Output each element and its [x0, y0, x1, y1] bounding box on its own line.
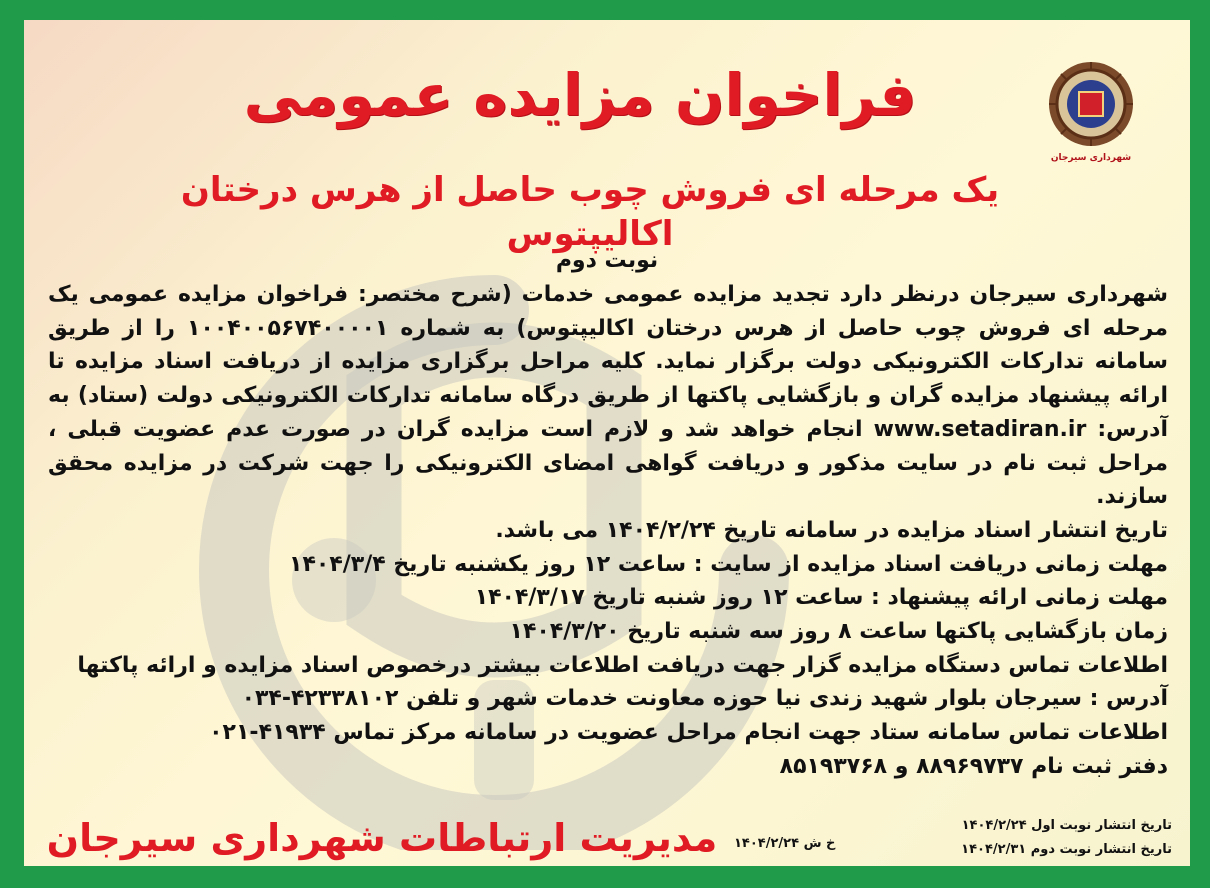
- footer-signature: مدیریت ارتباطات شهرداری سیرجان: [46, 816, 718, 860]
- notice-body: [48, 278, 1168, 784]
- notice-round: نوبت دوم: [555, 248, 659, 273]
- notice-line-documents-deadline: مهلت زمانی دریافت اسناد مزایده از سایت : ساعت ۱۲ روز یکشنبه تاریخ ۱۴۰۴/۳/۴: [289, 551, 1168, 577]
- notice-line-contact-info: اطلاعات تماس دستگاه مزایده گزار جهت دریافت اطلاعات بیشتر درخصوص اسناد مزایده و ارائه پاکتها: [77, 652, 1168, 678]
- notice-frame: [10, 10, 1200, 878]
- notice-line-setad-contact: اطلاعات تماس سامانه ستاد جهت انجام مراحل عضویت در سامانه مرکز تماس ۴۱۹۳۴-۰۲۱: [209, 720, 1168, 746]
- publication-dates: [872, 814, 1172, 862]
- notice-title: فراخوان مزایده عمومی: [243, 61, 917, 129]
- notice-line-registration-office: دفتر ثبت نام ۸۸۹۶۹۷۳۷ و ۸۵۱۹۳۷۶۸: [779, 753, 1168, 779]
- notice-line-opening-time: زمان بازگشایی پاکتها ساعت ۸ روز سه شنبه تاریخ ۱۴۰۴/۳/۲۰: [509, 619, 1168, 645]
- notice-paper: [24, 20, 1190, 866]
- notice-line-publish-date: تاریخ انتشار اسناد مزایده در سامانه تاریخ ۱۴۰۴/۲/۲۴ می باشد.: [495, 517, 1168, 543]
- reference-code: خ ش ۱۴۰۴/۲/۲۴: [734, 836, 836, 851]
- logo-caption: شهرداری سیرجان: [1050, 153, 1132, 163]
- second-publication-date: تاریخ انتشار نوبت دوم ۱۴۰۴/۲/۳۱: [961, 842, 1172, 857]
- notice-line-proposal-deadline: مهلت زمانی ارائه پیشنهاد : ساعت ۱۲ روز شنبه تاریخ ۱۴۰۴/۳/۱۷: [474, 585, 1168, 611]
- notice-line-address: آدرس : سیرجان بلوار شهید زندی نیا حوزه معاونت خدمات شهر و تلفن ۴۲۳۳۸۱۰۲-۰۳۴: [241, 686, 1168, 712]
- notice-paragraph: شهرداری سیرجان درنظر دارد تجدید مزایده عمومی خدمات (شرح مختصر: فراخوان مزایده عمومی یک مرحله ای فروش چوب حاصل از هرس درختان اکالیپتوس) به شماره ۱۰۰۴۰۰۵۶۷۴۰۰۰۰۱ را از طریق سامانه تدارکات الکترونیکی دولت برگزار نماید. کلیه مراحل برگزاری مزایده از دریافت اسناد مزایده تا ارائه پیشنهاد مزایده گران و بازگشایی پاکتها از طریق درگاه سامانه تدارکات الکترونیکی دولت (ستاد) به آدرس: www.setadiran.ir انجام خواهد شد و لازم است مزایده گران در صورت عدم عضویت قبلی ، مراحل ثبت نام در سایت مذکور و دریافت گواهی امضای الکترونیکی را جهت شرکت در مزایده محقق سازند.: [48, 282, 1168, 510]
- notice-subtitle: یک مرحله ای فروش چوب حاصل از هرس درختان اکالیپتوس: [180, 170, 1000, 254]
- municipality-logo-icon: [1046, 56, 1136, 166]
- first-publication-date: تاریخ انتشار نوبت اول ۱۴۰۴/۲/۲۴: [961, 818, 1172, 833]
